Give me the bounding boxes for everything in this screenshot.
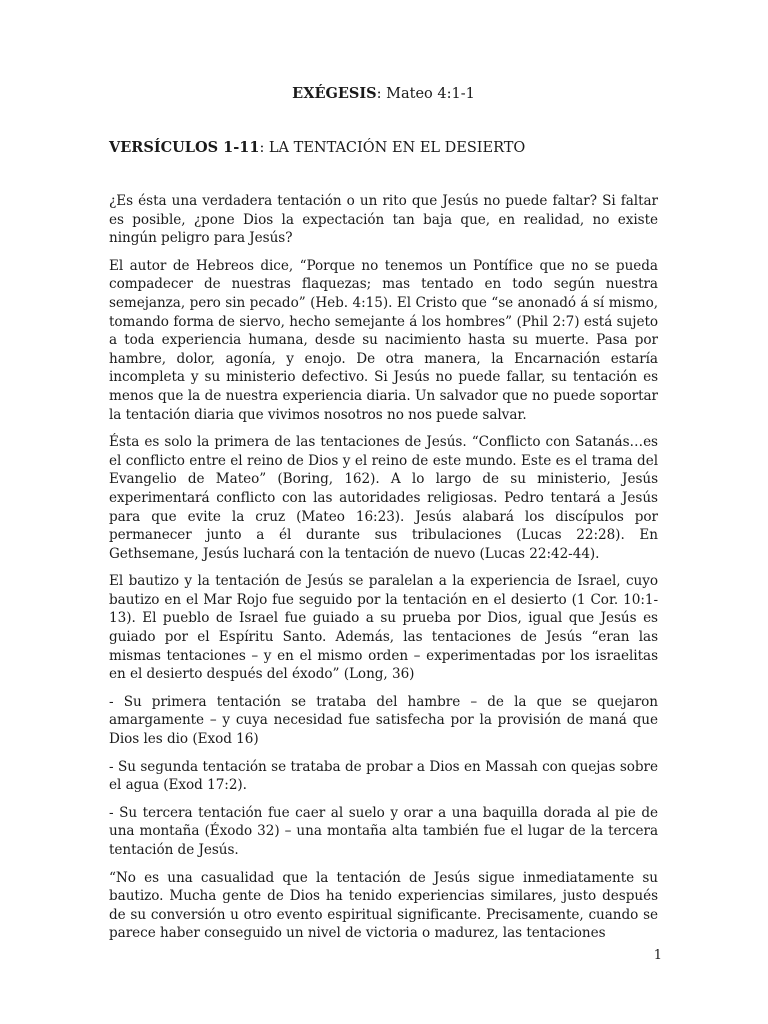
list-paragraph: - Su tercera tentación fue caer al suelo y orar a una baquilla dorada al pie de una montaña (Éxodo 32) – una montaña alta también fue el lugar de la tercera tentación de Jesús. [109, 804, 658, 858]
list-paragraph: - Su primera tentación se trataba del hambre – de la que se quejaron amargamente – y cuya necesidad fue satisfecha por la provisión de maná que Dios les dio (Exod 16) [109, 693, 658, 748]
paragraph: El autor de Hebreos dice, “Porque no tenemos un Pontífice que no se pueda compadecer de nuestras flaquezas; mas tentado en todo según nuestra semejanza, pero sin pecado” (Heb. 4:15). El Cristo que “se anonadó á sí mismo, tomando forma de siervo, hecho semejante á los hombres” (Phil 2:7) está sujeto a toda experiencia humana, desde su nacimiento hasta su muerte. Pasa por hambre, dolor, agonía, y enojo. De otra manera, la Encarnación estaría incompleta y su ministerio defectivo. Si Jesús no puede fallar, su tentación es menos que la de nuestra experiencia diaria. Un salvador que no puede soportar la tentación diaria que vivimos nosotros no nos puede salvar. [109, 257, 658, 423]
section-heading-title: : LA TENTACIÓN EN EL DESIERTO [259, 140, 526, 156]
body-text [109, 192, 658, 943]
page-title [109, 84, 658, 104]
paragraph: ¿Es ésta una verdadera tentación o un rito que Jesús no puede faltar? Si faltar es posible, ¿pone Dios la expectación tan baja que, en realidad, no existe ningún peligro para Jesús? [109, 193, 658, 247]
page-number: 1 [653, 948, 662, 963]
paragraph: El bautizo y la tentación de Jesús se paralelan a la experiencia de Israel, cuyo bautizo en el Mar Rojo fue seguido por la tentación en el desierto (1 Cor. 10:1-13). El pueblo de Israel fue guiado a su prueba por Dios, igual que Jesús es guiado por el Espíritu Santo. Además, las tentaciones de Jesús “eran las mismas tentaciones – y en el mismo orden – experimentadas por los israelitas en el desierto después del éxodo” (Long, 36) [109, 573, 658, 683]
page-title-bold: EXÉGESIS [292, 85, 377, 102]
section-heading [109, 138, 658, 158]
page-title-reference: : Mateo 4:1-1 [376, 86, 475, 102]
paragraph: “No es una casualidad que la tentación de Jesús sigue inmediatamente su bautizo. Mucha gente de Dios ha tenido experiencias similares, justo después de su conversión u otro evento espiritual significante. Precisamente, cuando se parece haber conseguido un nivel de victoria o madurez, las tentaciones [109, 869, 658, 942]
section-heading-bold: VERSÍCULOS 1-11 [109, 139, 260, 156]
list-paragraph: - Su segunda tentación se trataba de probar a Dios en Massah con quejas sobre el agua (Exod 17:2). [109, 758, 658, 794]
paragraph: Ésta es solo la primera de las tentaciones de Jesús. “Conflicto con Satanás…es el conflicto entre el reino de Dios y el reino de este mundo. Este es el trama del Evangelio de Mateo” (Boring, 162). A lo largo de su ministerio, Jesús experimentará conflicto con las autoridades religiosas. Pedro tentará a Jesús para que evite la cruz (Mateo 16:23). Jesús alabará los discípulos por permanecer junto a él durante sus tribulaciones (Lucas 22:28). En Gethsemane, Jesús luchará con la tentación de nuevo (Lucas 22:42-44). [109, 434, 658, 562]
document-page [109, 84, 658, 952]
